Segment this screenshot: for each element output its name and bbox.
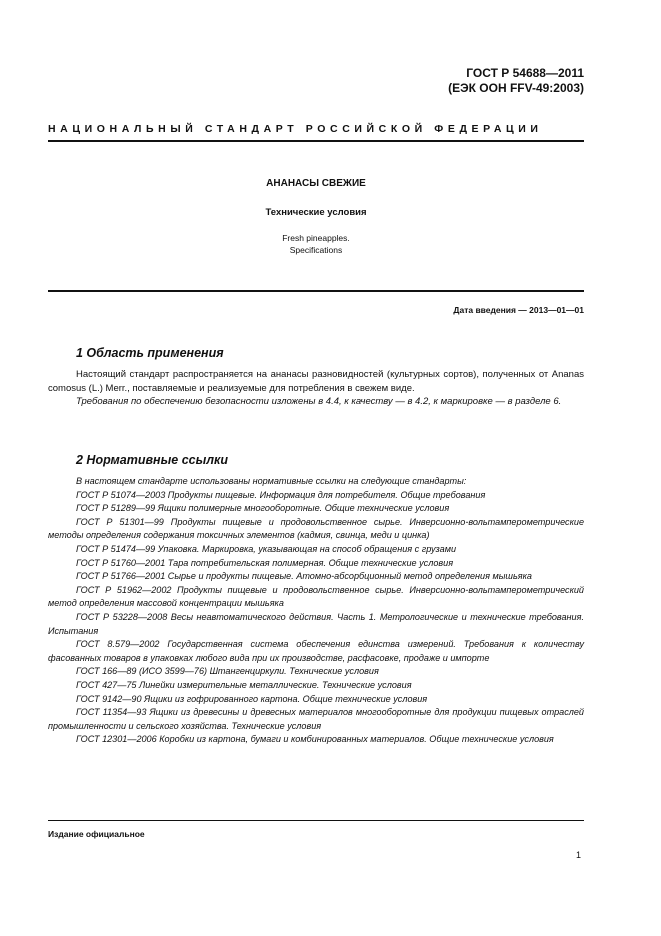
footer-rule (48, 820, 584, 821)
reference-item: ГОСТ 11354—93 Ящики из древесины и древесных материалов многооборотные для продукции пищевых отраслей промышленности и сельского хозяйства. Технические условия (48, 707, 584, 731)
doc-subtitle: Технические условия (265, 207, 367, 218)
reference-item: ГОСТ Р 51301—99 Продукты пищевые и продовольственное сырье. Инверсионно-вольтамперометрические методы определения содержания токсичных элементов (кадмия, свинца, меди и цинка) (48, 516, 584, 541)
reference-item: ГОСТ 166—89 (ИСО 3599—76) Штангенциркули. Технические условия (76, 666, 379, 677)
reference-item: ГОСТ Р 51962—2002 Продукты пищевые и продовольственное сырье. Инверсионно-вольтамперометрический метод определения массовой концентрации мышьяка (48, 584, 584, 609)
english-title-line2: Specifications (289, 245, 343, 255)
standard-banner: НАЦИОНАЛЬНЫЙ СТАНДАРТ РОССИЙСКОЙ ФЕДЕРАЦИИ (48, 123, 543, 135)
reference-item: ГОСТ Р 51289—99 Ящики полимерные многооборотные. Общие технические условия (76, 503, 450, 514)
reference-item: ГОСТ Р 53228—2008 Весы неавтоматического действия. Часть 1. Метрологические и технические требования. Испытания (48, 611, 584, 636)
reference-item: ГОСТ 8.579—2002 Государственная система обеспечения единства измерений. Требования к количеству фасованных товаров в упаковках любого вида при их производстве, расфасовке, продаже и импорте (48, 639, 584, 663)
english-title-line1: Fresh pineapples. (282, 233, 350, 243)
reference-item: ГОСТ 12301—2006 Коробки из картона, бумаги и комбинированных материалов. Общие технические условия (76, 734, 554, 745)
section-1-heading: 1 Область применения (76, 346, 224, 360)
doc-title: АНАНАСЫ СВЕЖИЕ (266, 178, 366, 189)
section-1-body (48, 368, 584, 409)
english-title (48, 232, 584, 256)
banner-rule (48, 140, 584, 142)
section-1-paragraph: Настоящий стандарт распространяется на ананасы разновидностей (культурных сортов), полученных от Ananas comosus (L.) Merr., поставляемые и реализуемые для потребления в свежем виде. (48, 369, 584, 394)
reference-item: ГОСТ Р 51474—99 Упаковка. Маркировка, указывающая на способ обращения с грузами (76, 543, 457, 554)
reference-item: ГОСТ 427—75 Линейки измерительные металлические. Технические условия (76, 679, 412, 690)
intro-date: Дата введения — 2013—01—01 (453, 305, 584, 315)
title-rule (48, 290, 584, 292)
edition-label: Издание официальное (48, 829, 145, 839)
section-2-lead: В настоящем стандарте использованы нормативные ссылки на следующие стандарты: (76, 476, 467, 486)
section-2-heading: 2 Нормативные ссылки (76, 453, 229, 467)
reference-item: ГОСТ Р 51760—2001 Тара потребительская полимерная. Общие технические условия (76, 557, 454, 568)
ece-number: (ЕЭК ООН FFV-49:2003) (448, 81, 584, 95)
section-2-body (48, 475, 584, 747)
page-number: 1 (575, 850, 581, 860)
section-1-paragraph: Требования по обеспечению безопасности изложены в 4.4, к качеству — в 4.2, к маркировке — в разделе 6. (76, 396, 562, 408)
reference-item: ГОСТ Р 51766—2001 Сырье и продукты пищевые. Атомно-абсорбционный метод определения мышьяка (76, 571, 532, 582)
reference-item: ГОСТ 9142—90 Ящики из гофрированного картона. Общие технические условия (76, 693, 428, 704)
gost-number: ГОСТ Р 54688—2011 (466, 66, 584, 80)
reference-item: ГОСТ Р 51074—2003 Продукты пищевые. Информация для потребителя. Общие требования (76, 489, 486, 500)
document-code (448, 66, 584, 96)
